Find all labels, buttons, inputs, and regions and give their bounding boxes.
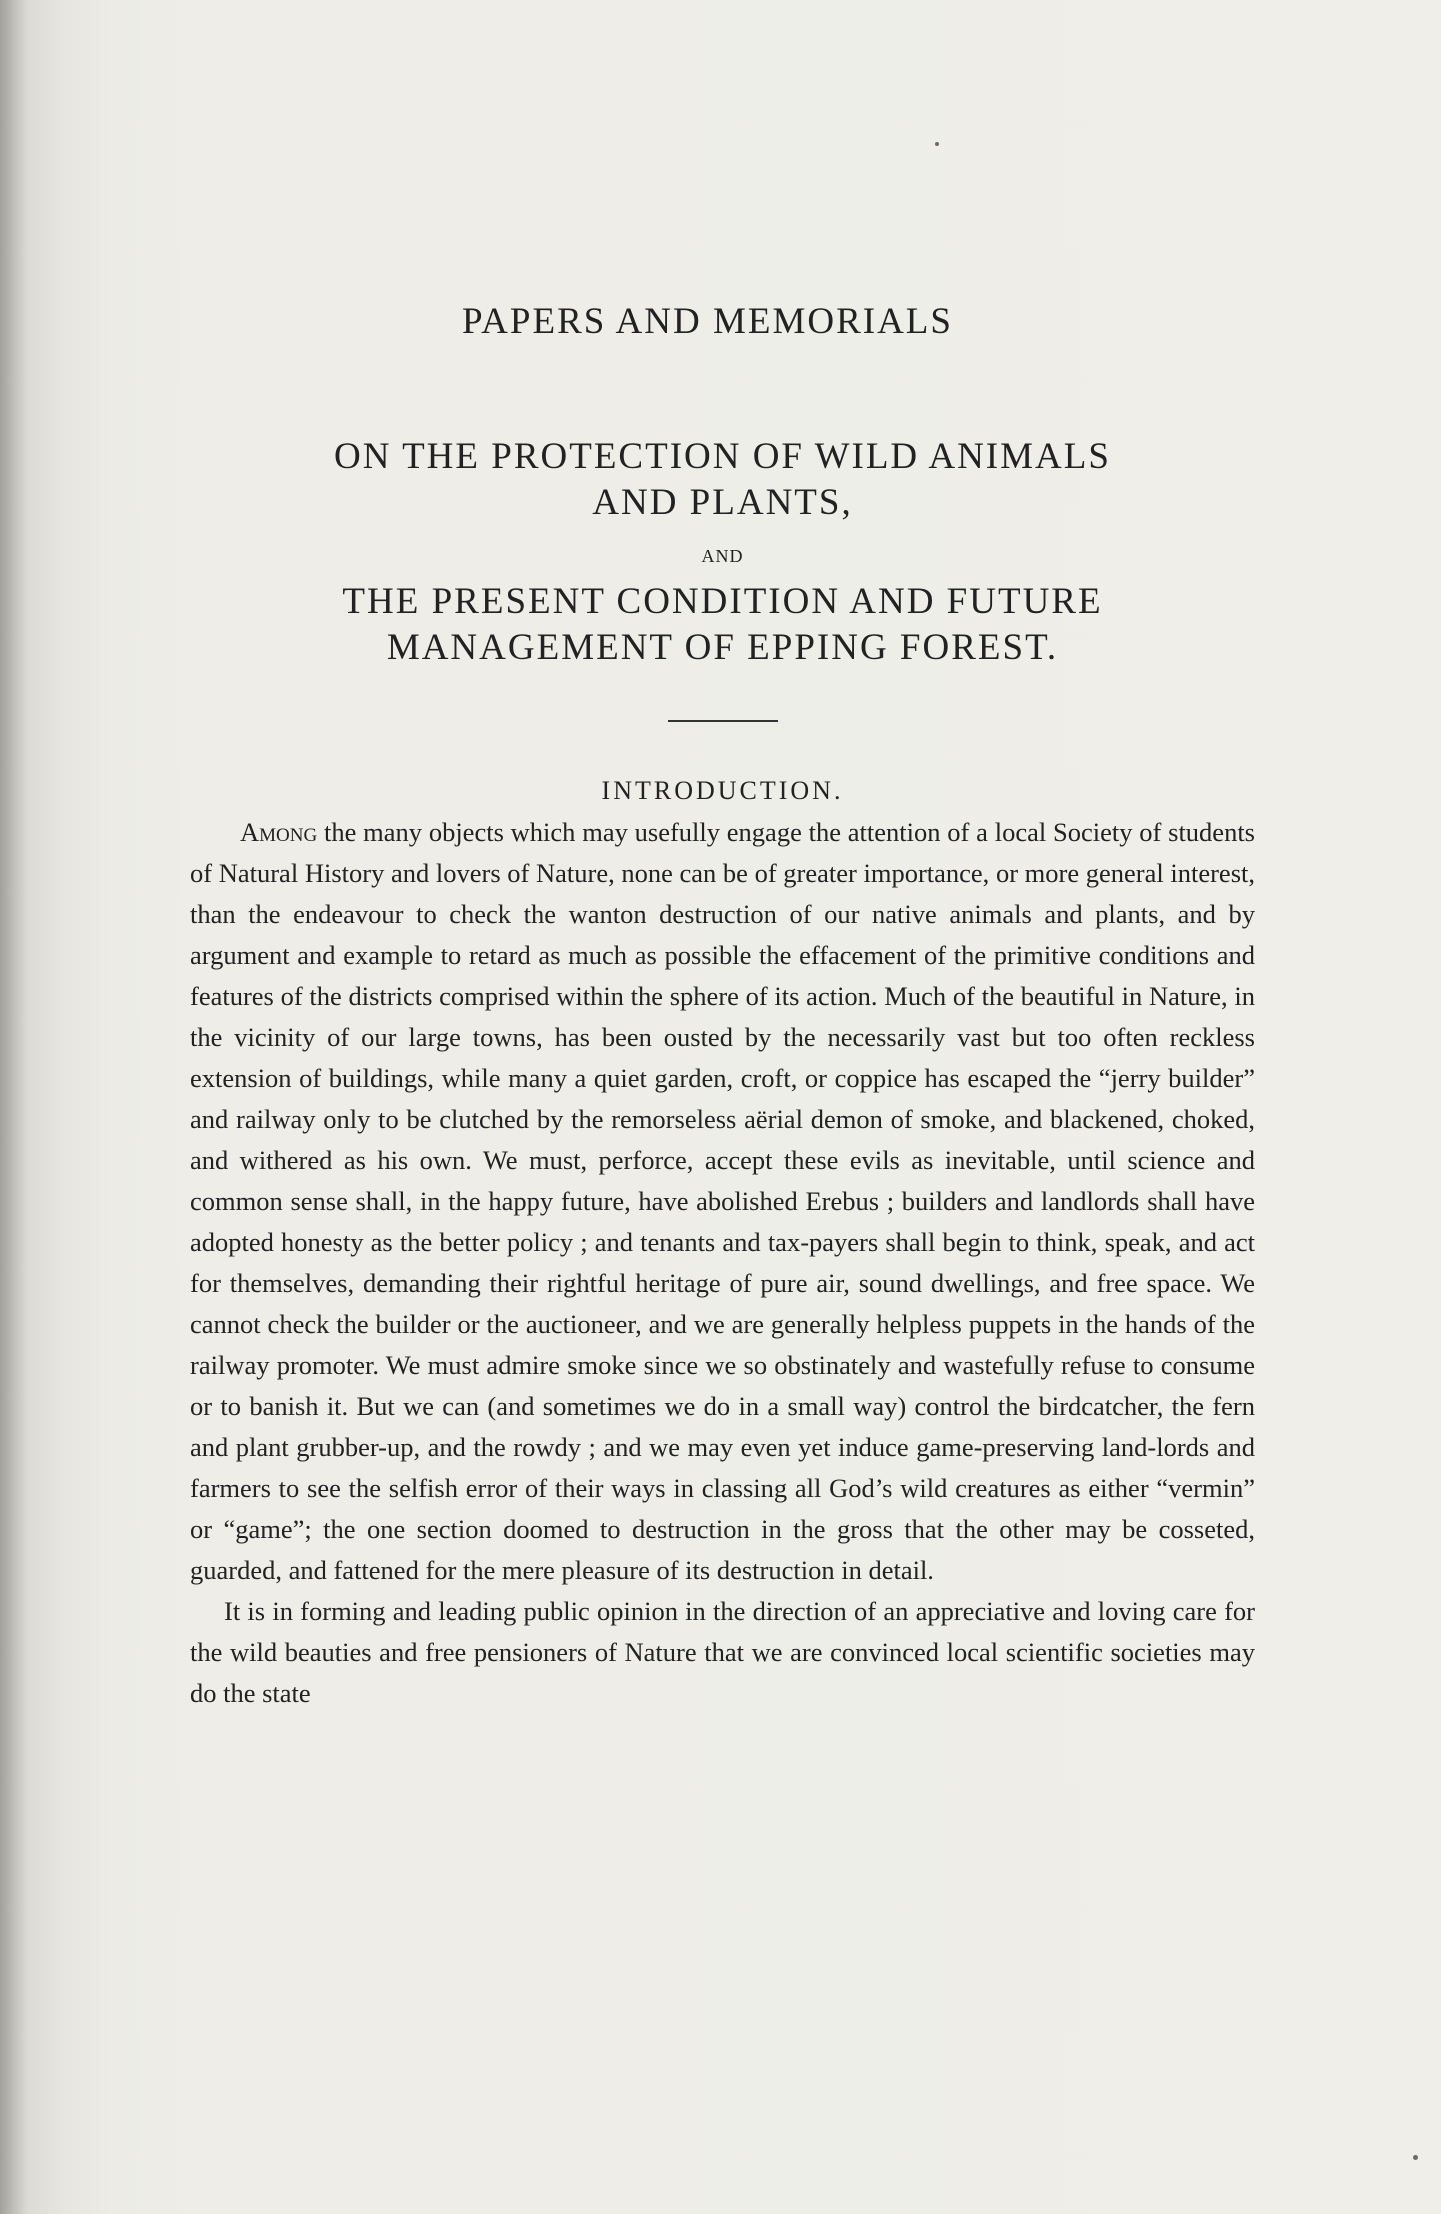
paragraph-1-lead-word: Among <box>240 817 318 847</box>
heading-protection-line-1: ON THE PROTECTION OF WILD ANIMALS <box>334 436 1111 477</box>
ink-speck <box>935 142 939 146</box>
page-content <box>190 300 1255 1714</box>
paragraph-1-body: the many objects which may usefully engage the attention of a local Society of students of Natural History and lovers of Nature, none can be of greater importance, or more general interest, than the endeavour to check the wanton destruction of our native animals and plants, and by argument and example to retard as much as possible the effacement of the primitive conditions and features of the districts comprised within the sphere of its action. Much of the beautiful in Nature, in the vicinity of our large towns, has been ousted by the necessarily vast but too often reckless extension of buildings, while many a quiet garden, croft, or coppice has escaped the “jerry builder” and railway only to be clutched by the remorseless aërial demon of smoke, and blackened, choked, and withered as his own. We must, perforce, accept these evils as inevitable, until science and common sense shall, in the happy future, have abolished Erebus ; builders and landlords shall have adopted honesty as the better policy ; and tenants and tax-payers shall begin to think, speak, and act for themselves, demanding their rightful heritage of pure air, sound dwellings, and free space. We cannot check the builder or the auctioneer, and we are generally helpless puppets in the hands of the railway promoter. We must admire smoke since we so obstinately and wastefully refuse to consume or to banish it. But we can (and sometimes we do in a small way) control the birdcatcher, the fern and plant grubber-up, and the rowdy ; and we may even yet induce game-preserving land-lords and farmers to see the selfish error of their ways in classing all God’s wild creatures as either “vermin” or “game”; the one section doomed to destruction in the gross that the other may be cosseted, guarded, and fattened for the mere pleasure of its destruction in detail. <box>190 817 1255 1585</box>
section-divider <box>668 720 778 722</box>
binding-gutter-shadow <box>0 0 26 2214</box>
section-title-introduction: INTRODUCTION. <box>601 776 844 805</box>
ink-speck <box>1413 2155 1418 2160</box>
paragraph-2: It is in forming and leading public opinion in the direction of an appreciative and loving care for the wild beauties and free pensioners of Nature that we are convinced local scientific societies may do the state <box>190 1596 1255 1708</box>
heading-and-connector: AND <box>701 546 744 566</box>
paragraph-1 <box>190 812 1255 1591</box>
heading-protection-line-2: AND PLANTS, <box>592 482 853 523</box>
heading-papers-and-memorials: PAPERS AND MEMORIALS <box>462 301 953 342</box>
heading-epping-line-1: THE PRESENT CONDITION AND FUTURE <box>342 581 1103 622</box>
heading-epping-line-2: MANAGEMENT OF EPPING FOREST. <box>386 627 1059 668</box>
